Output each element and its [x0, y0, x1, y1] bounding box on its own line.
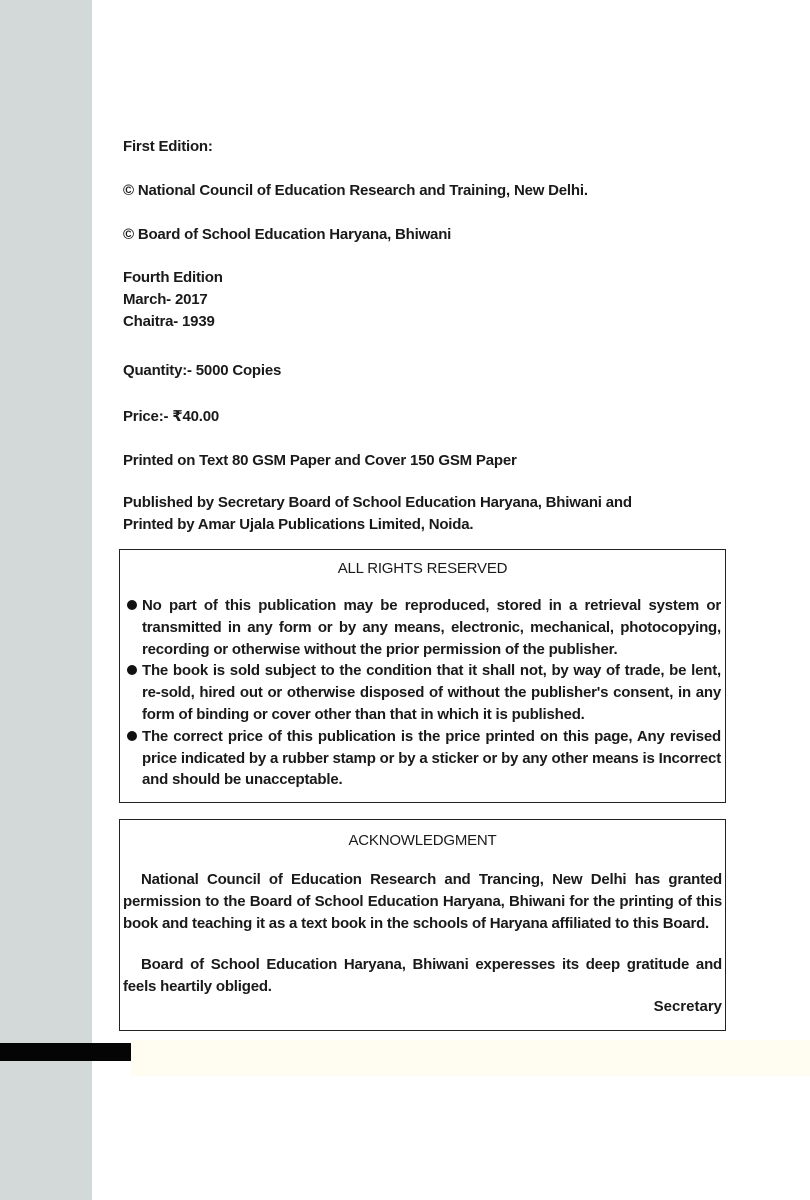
- signature: Secretary: [653, 997, 722, 1015]
- rights-item: The correct price of this publication is the price printed on this page, Any revised price indicated by a rubber stamp or by a sticker or by any other means is Incorrect and should be unacceptable.: [124, 726, 721, 791]
- date-saka: Chaitra- 1939: [123, 313, 215, 330]
- acknowledgment-title: ACKNOWLEDGMENT: [348, 832, 497, 849]
- date-gregorian: March- 2017: [123, 291, 208, 308]
- bullet-dot-icon: [127, 600, 137, 610]
- rights-item: The book is sold subject to the condition that it shall not, by way of trade, be lent, re-sold, hired out or otherwise disposed of without the publisher's consent, in any form of binding or cover other than that in which it is published.: [124, 660, 721, 725]
- rights-list: [124, 595, 721, 791]
- printed-by: Printed by Amar Ujala Publications Limited, Noida.: [123, 516, 474, 533]
- published-by: Published by Secretary Board of School Education Haryana, Bhiwani and: [123, 494, 632, 511]
- paper-spec: Printed on Text 80 GSM Paper and Cover 150 GSM Paper: [123, 452, 517, 469]
- acknowledgment-paragraph: Board of School Education Haryana, Bhiwani experesses its deep gratitude and feels heartily obliged.: [123, 956, 722, 996]
- fourth-edition: Fourth Edition: [123, 269, 223, 286]
- bullet-dot-icon: [127, 665, 137, 675]
- rights-item: No part of this publication may be reproduced, stored in a retrieval system or transmitted in any form or by any means, electronic, mechanical, photocopying, recording or otherwise without the prior permission of the publisher.: [124, 595, 721, 660]
- left-margin-strip: [0, 0, 92, 1200]
- copyright-ncert: © National Council of Education Research and Training, New Delhi.: [123, 182, 588, 199]
- publisher-block: [123, 492, 632, 536]
- rights-box: [119, 549, 726, 803]
- acknowledgment-paragraph: National Council of Education Research and Trancing, New Delhi has granted permission to the Board of School Education Haryana, Bhiwani for the printing of this book and teaching it as a text book in the schools of Haryana affiliated to this Board.: [123, 871, 722, 932]
- quantity: Quantity:- 5000 Copies: [123, 362, 282, 379]
- rights-title: ALL RIGHTS RESERVED: [337, 560, 508, 577]
- copyright-board: © Board of School Education Haryana, Bhiwani: [123, 226, 452, 243]
- price: Price:- ₹40.00: [123, 408, 220, 425]
- acknowledgment-box: [119, 819, 726, 1031]
- first-edition-label: First Edition:: [123, 138, 213, 155]
- edition-block: [123, 267, 223, 333]
- bottom-black-bar: [0, 1043, 131, 1061]
- bullet-dot-icon: [127, 731, 137, 741]
- bottom-cream-band: [131, 1040, 810, 1076]
